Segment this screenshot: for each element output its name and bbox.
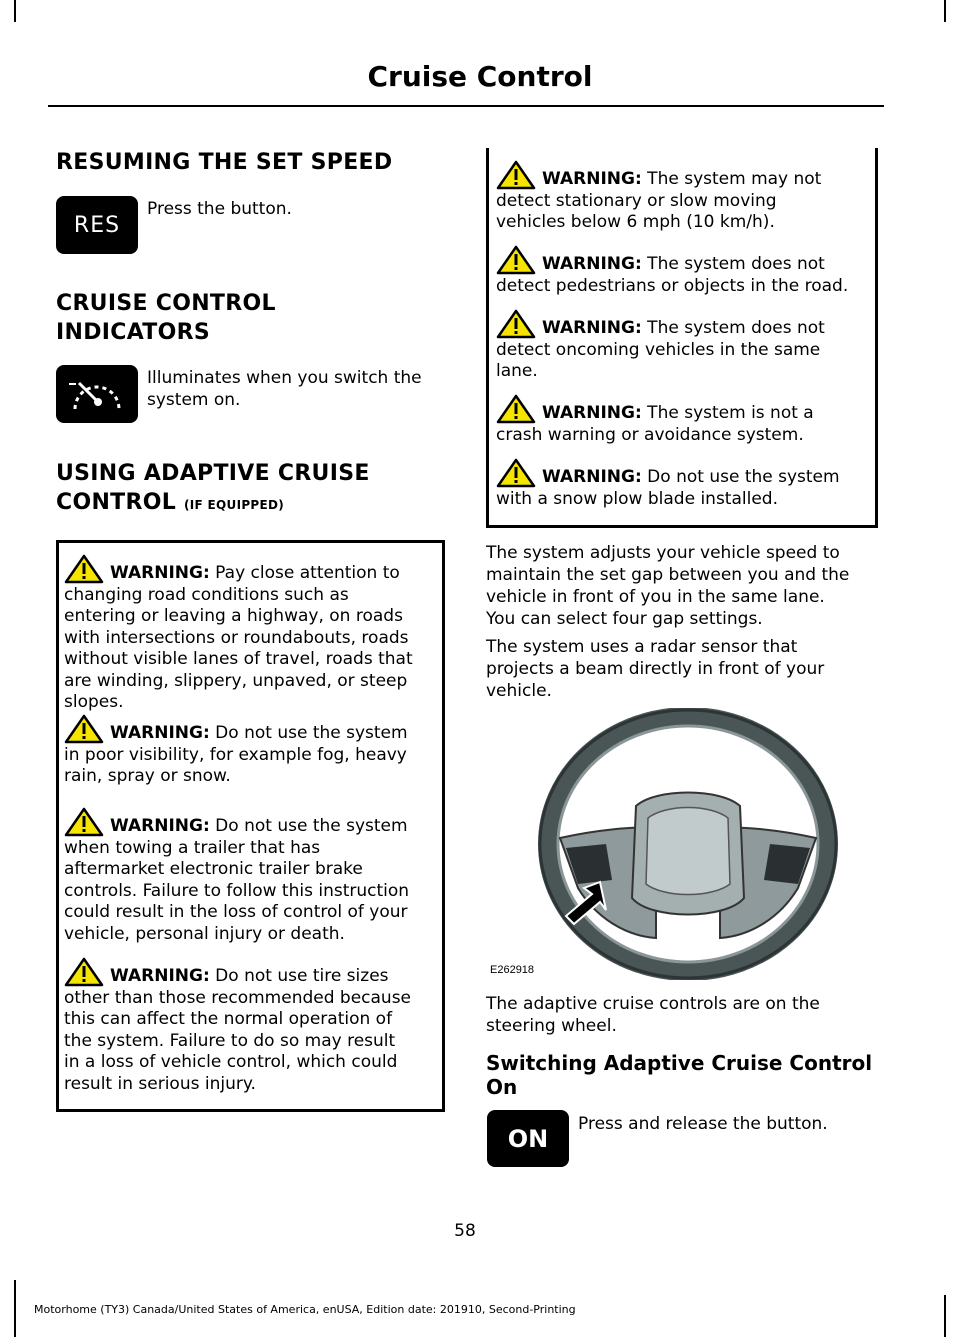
left-warning-2 <box>64 714 444 788</box>
left-warning-3 <box>64 807 444 945</box>
warning-line: changing road conditions such as <box>64 584 349 605</box>
warning-line: controls. Failure to follow this instruction <box>64 880 410 901</box>
warning-line: without visible lanes of travel, roads that <box>64 649 413 669</box>
right-warning-2 <box>496 245 876 297</box>
warning-triangle-icon <box>496 245 536 275</box>
warning-line: lane. <box>496 361 538 381</box>
figure-code: E262918 <box>490 964 535 976</box>
paragraph-line: You can select four gap settings. <box>486 609 763 629</box>
on-icon-label: ON <box>507 1124 549 1153</box>
acc-heading-suffix: (IF EQUIPPED) <box>184 498 285 512</box>
warning-line: are winding, slippery, unpaved, or steep <box>64 670 408 691</box>
res-button-icon <box>56 196 138 254</box>
warning-line: WARNING: Do not use the system <box>496 458 876 489</box>
resume-text: Press the button. <box>147 199 292 219</box>
heading-line: Switching Adaptive Cruise Control <box>486 1051 873 1075</box>
page-number: 58 <box>454 1221 476 1241</box>
warning-line: WARNING: The system does not <box>496 309 876 340</box>
header-divider <box>48 105 884 107</box>
controls-paragraph <box>486 993 876 1037</box>
crop-mark-top-right <box>944 0 946 22</box>
paragraph-line: The system adjusts your vehicle speed to <box>486 543 840 563</box>
warning-line: aftermarket electronic trailer brake <box>64 859 363 879</box>
paragraph-line: The system uses a radar sensor that <box>486 637 798 657</box>
warning-triangle-icon <box>496 160 536 190</box>
warning-triangle-icon <box>496 458 536 488</box>
warning-triangle-icon <box>64 807 104 837</box>
warning-triangle-icon <box>496 309 536 339</box>
system-adjusts-paragraph <box>486 542 876 630</box>
indicators-text-line1: Illuminates when you switch the <box>147 368 422 388</box>
warning-line: WARNING: Do not use the system <box>64 807 444 838</box>
page-title: Cruise Control <box>367 60 593 93</box>
warning-line: WARNING: Pay close attention to <box>64 554 444 585</box>
warning-line: entering or leaving a highway, on roads <box>64 606 403 626</box>
acc-heading-word: CONTROL <box>56 490 177 515</box>
right-warning-1 <box>496 160 876 234</box>
cruise-indicator-icon <box>56 365 138 423</box>
steering-wheel-illustration <box>486 708 878 980</box>
on-text: Press and release the button. <box>578 1114 828 1134</box>
warning-line: WARNING: The system is not a <box>496 394 876 425</box>
warning-line: crash warning or avoidance system. <box>496 424 804 445</box>
resume-heading: RESUMING THE SET SPEED <box>56 150 393 175</box>
left-warning-1 <box>64 554 444 714</box>
warning-line: when towing a trailer that has <box>64 837 321 858</box>
warning-line: detect oncoming vehicles in the same <box>496 339 821 360</box>
warning-line: WARNING: Do not use the system <box>64 714 444 745</box>
warning-line: vehicle, personal injury or death. <box>64 923 345 944</box>
indicators-heading-line1: CRUISE CONTROL <box>56 291 276 316</box>
warning-triangle-icon <box>64 957 104 987</box>
warning-line: in poor visibility, for example fog, heavy <box>64 744 407 765</box>
warning-triangle-icon <box>64 554 104 584</box>
right-warning-4 <box>496 394 876 446</box>
right-warning-3 <box>496 309 876 383</box>
acc-heading-line2 <box>56 488 284 520</box>
radar-sensor-paragraph <box>486 636 876 702</box>
warning-triangle-icon <box>496 394 536 424</box>
warning-line: other than those recommended because <box>64 987 412 1008</box>
left-warning-4 <box>64 957 444 1095</box>
warning-triangle-icon <box>64 714 104 744</box>
indicators-heading-line2: INDICATORS <box>56 320 211 345</box>
warning-line: vehicles below 6 mph (10 km/h). <box>496 212 775 232</box>
warning-line: the system. Failure to do so may result <box>64 1030 396 1051</box>
res-icon-label: RES <box>73 212 121 238</box>
warning-line: WARNING: Do not use tire sizes <box>64 957 444 988</box>
paragraph-line: vehicle in front of you in the same lane. <box>486 587 825 607</box>
switch-on-heading <box>486 1051 872 1099</box>
warning-line: with intersections or roundabouts, roads <box>64 627 409 648</box>
warning-line: detect stationary or slow moving <box>496 190 777 211</box>
warning-line: with a snow plow blade installed. <box>496 488 778 509</box>
warning-line: this can affect the normal operation of <box>64 1009 393 1029</box>
speedometer-icon <box>67 371 127 417</box>
paragraph-line: vehicle. <box>486 681 552 701</box>
crop-mark-bottom-left <box>14 1280 16 1337</box>
paragraph-line: The adaptive cruise controls are on the <box>486 994 820 1014</box>
warning-line: WARNING: The system may not <box>496 160 876 191</box>
warning-line: WARNING: The system does not <box>496 245 876 276</box>
on-button-icon <box>487 1110 569 1167</box>
warning-line: in a loss of vehicle control, which could <box>64 1052 398 1072</box>
warning-line: result in serious injury. <box>64 1073 256 1094</box>
warning-line: could result in the loss of control of your <box>64 902 408 922</box>
paragraph-line: steering wheel. <box>486 1016 617 1036</box>
acc-heading-line1: USING ADAPTIVE CRUISE <box>56 461 370 486</box>
warning-line: slopes. <box>64 692 124 712</box>
crop-mark-bottom-right <box>944 1295 946 1337</box>
crop-mark-top-left <box>14 0 16 22</box>
right-warning-5 <box>496 458 876 510</box>
warning-line: rain, spray or snow. <box>64 766 231 786</box>
heading-line: On <box>486 1075 518 1099</box>
indicators-text-line2: system on. <box>147 390 241 410</box>
paragraph-line: maintain the set gap between you and the <box>486 565 850 585</box>
paragraph-line: projects a beam directly in front of your <box>486 659 825 679</box>
warning-line: detect pedestrians or objects in the road. <box>496 275 849 296</box>
edition-footer: Motorhome (TY3) Canada/United States of America, enUSA, Edition date: 201910, Second-Printing <box>34 1303 576 1316</box>
